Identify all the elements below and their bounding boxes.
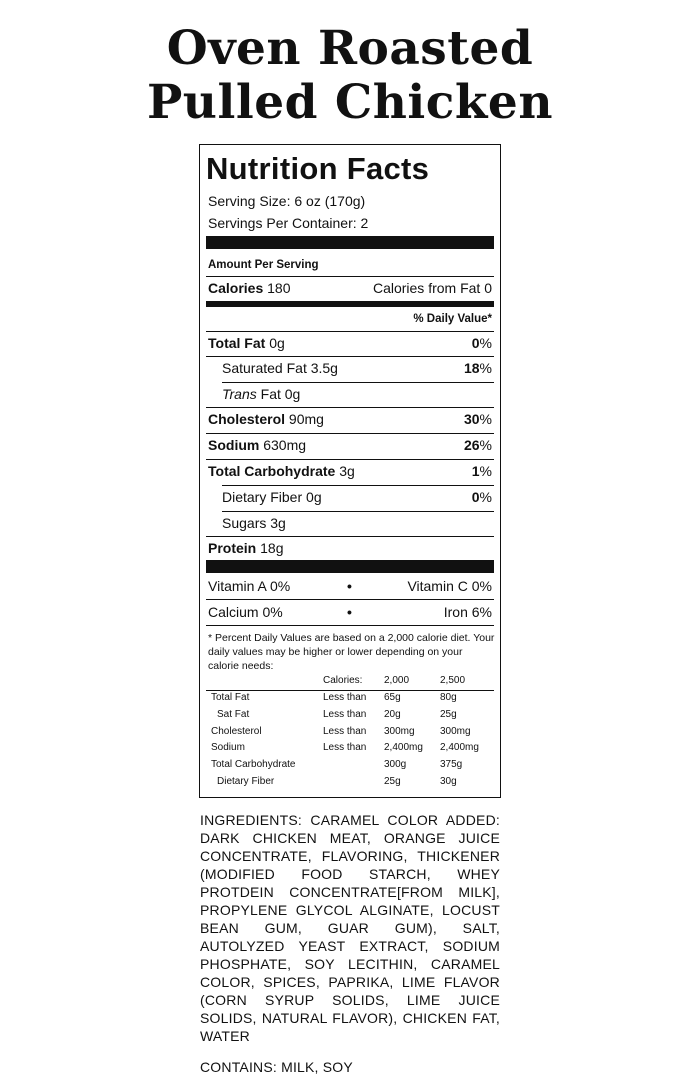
percent-sign: % [479,411,492,427]
dv-table-header-col1: 2,000 [384,675,410,686]
dv-table-header-label: Calories: [323,675,363,686]
thick-divider [206,560,494,573]
calcium: Calcium 0% [208,604,283,620]
dv-row-name: Sat Fat [217,709,250,720]
nutrient-name: Trans [222,386,257,402]
calories-value: 180 [267,280,291,296]
nutrient-amount: 630mg [263,437,307,453]
percent-sign: % [479,437,492,453]
percent-sign: % [479,463,492,479]
dv-row-value-2500: 300mg [440,726,471,737]
dv-row-value-2500: 375g [440,759,463,770]
product-title-line-1: Oven Roasted [166,21,534,76]
nutrient-name: Dietary Fiber [222,489,303,505]
dv-row-qualifier: Less than [323,726,367,737]
nutrient-amount: Fat 0g [260,386,301,402]
vitamin-row-1 [206,574,494,598]
nutrition-facts-panel [199,144,501,798]
dv-row-qualifier: Less than [323,709,367,720]
dv-table-header-col2: 2,500 [440,675,466,686]
daily-value-footnote: * Percent Daily Values are based on a 2,000 calorie diet. Your daily values may be higher or lower depending on your calorie needs: [208,632,495,672]
nutrient-name: Total Fat [208,335,266,351]
dv-row-name: Cholesterol [211,726,262,737]
serving-size: Serving Size: 6 oz (170g) [208,193,366,209]
dv-row-value-2000: 2,400mg [384,742,423,753]
nutrient-amount: 18g [260,540,284,556]
nutrient-dv: 18 [463,360,480,376]
nutrient-row-cholesterol [206,407,494,431]
nutrient-name: Sodium [208,437,260,453]
dv-row-value-2500: 30g [440,776,457,787]
dv-row-value-2500: 80g [440,692,457,703]
dv-row-name: Sodium [211,742,245,753]
dv-row-name: Dietary Fiber [217,776,275,787]
dv-row-name: Total Carbohydrate [211,759,296,770]
nutrient-amount: 3g [270,515,286,531]
nutrient-name: Total Carbohydrate [208,463,336,479]
percent-sign: % [479,335,492,351]
percent-sign: % [479,489,492,505]
vitamin-a: Vitamin A 0% [208,578,291,594]
percent-sign: % [479,360,492,376]
calories-from-fat: Calories from Fat 0 [372,280,492,296]
thick-divider [206,236,494,249]
daily-value-header-row [206,307,494,331]
bullet-separator: • [347,604,352,620]
nutrient-row-total-carbohydrate [206,459,494,483]
dv-row-value-2000: 300g [384,759,407,770]
nutrient-amount: 0g [306,489,322,505]
divider [206,625,494,626]
nutrient-dv: 0 [471,489,480,505]
nutrient-name: Sugars [222,515,267,531]
nutrient-amount: 3g [339,463,355,479]
ingredients-text: INGREDIENTS: CARAMEL COLOR ADDED: DARK CHICKEN MEAT, ORANGE JUICE CONCENTRATE, FLAVORING, THICKENER (MODIFIED FOOD STARCH, WHEY PROTDEIN CONCENTRATE[FROM MILK], PROPYLENE GLYCOL ALGINATE, LOCUST BEAN GUM, GUAR GUM), SALT, AUTOLYZED YEAST EXTRACT, SODIUM PHOSPHATE, SOY LECITHIN, CARAMEL COLOR, SPICES, PAPRIKA, LIME FLAVOR (CORN SYRUP SOLIDS, LIME JUICE SOLIDS, NATURAL FLAVOR), CHICKEN FAT, WATER [200,812,500,1044]
nutrient-amount: 3.5g [310,360,338,376]
allergen-contains: CONTAINS: MILK, SOY [200,1059,353,1075]
dv-row-qualifier: Less than [323,692,367,703]
nutrient-row-sodium [206,433,494,457]
nutrition-facts-heading: Nutrition Facts [206,151,430,186]
nutrient-dv: 1 [471,463,480,479]
nutrient-dv: 26 [463,437,480,453]
dv-row-name: Total Fat [211,692,250,703]
calories-row [206,276,494,300]
servings-per-container: Servings Per Container: 2 [208,215,369,231]
nutrient-dv: 0 [471,335,480,351]
product-title-line-2: Pulled Chicken [146,75,554,130]
nutrient-name: Protein [208,540,257,556]
vitamin-row-2 [206,600,494,624]
nutrient-row-total-fat [206,331,494,355]
nutrient-row-protein [206,536,494,560]
nutrient-row-trans-fat [206,382,494,406]
nutrient-name: Cholesterol [208,411,286,427]
dv-row-value-2500: 2,400mg [440,742,479,753]
dv-row-qualifier: Less than [323,742,367,753]
amount-per-serving: Amount Per Serving [208,259,319,271]
dv-row-value-2000: 20g [384,709,401,720]
nutrient-row-dietary-fiber [206,485,494,509]
calories-label: Calories [208,280,264,296]
vitamin-c: Vitamin C 0% [407,578,492,594]
nutrient-row-saturated-fat [206,356,494,380]
dv-row-value-2000: 300mg [384,726,415,737]
nutrient-dv: 30 [463,411,480,427]
iron: Iron 6% [443,604,492,620]
bullet-separator: • [347,578,352,594]
nutrient-amount: 0g [269,335,285,351]
nutrient-name: Saturated Fat [222,360,307,376]
nutrient-amount: 90mg [288,411,324,427]
dv-row-value-2000: 25g [384,776,401,787]
dv-row-value-2500: 25g [440,709,457,720]
daily-value-header: % Daily Value* [413,313,492,325]
dv-row-value-2000: 65g [384,692,401,703]
nutrient-row-sugars [206,511,494,535]
